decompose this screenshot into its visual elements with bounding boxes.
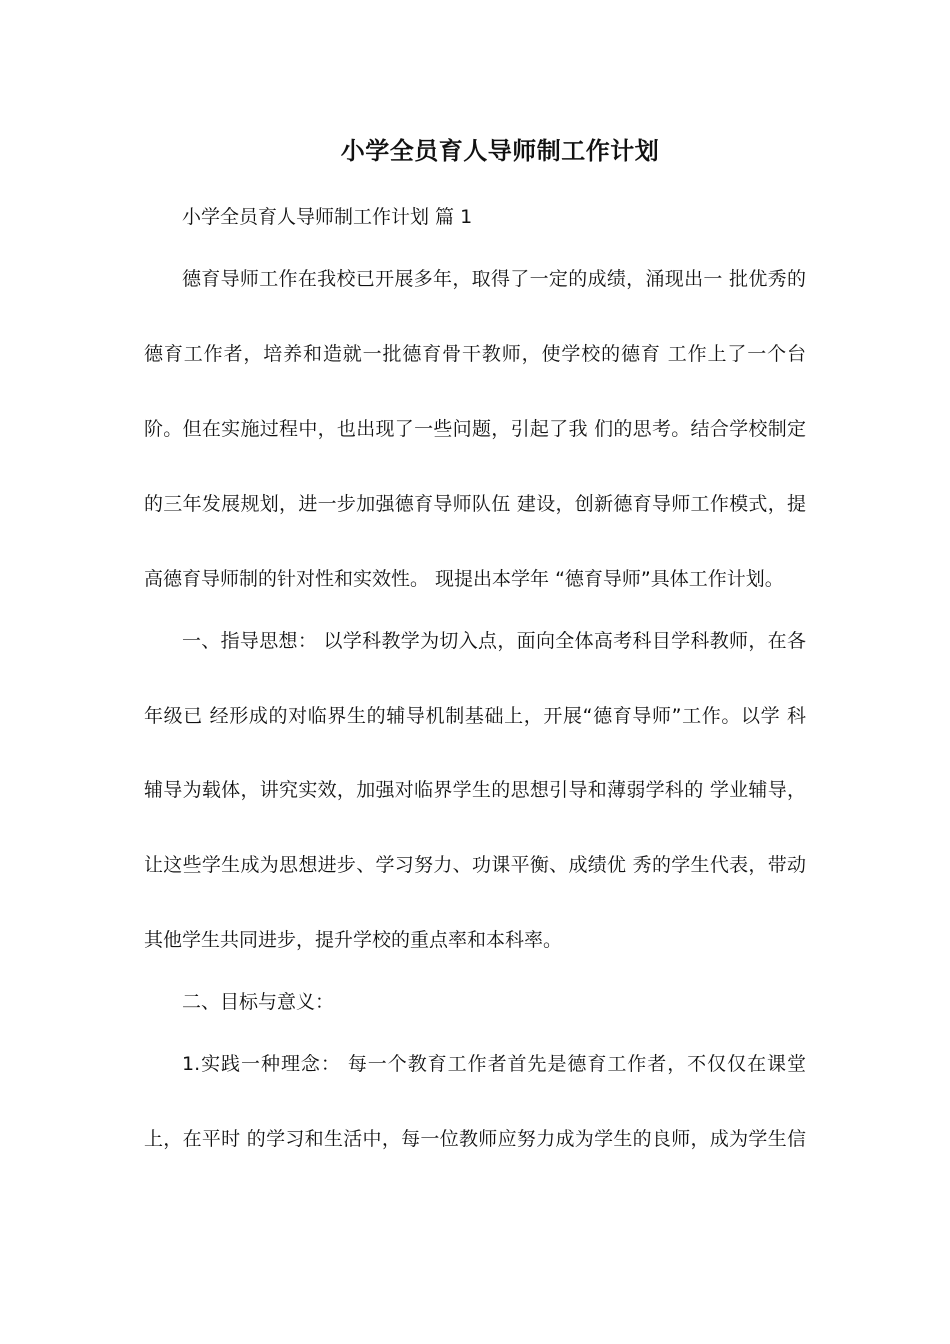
paragraph-line: 1.实践一种理念： 每一个教育工作者首先是德育工作者，不仅仅在课堂 bbox=[182, 1053, 806, 1075]
document-title: 小学全员育人导师制工作计划 bbox=[340, 137, 660, 165]
section-heading-line: 二、目标与意义： bbox=[182, 991, 335, 1013]
subtitle-line: 小学全员育人导师制工作计划 篇 1 bbox=[182, 206, 473, 228]
paragraph-line: 德育导师工作在我校已开展多年，取得了一定的成绩，涌现出一 批优秀的 bbox=[182, 268, 806, 290]
paragraph-line: 的三年发展规划，进一步加强德育导师队伍 建设，创新德育导师工作模式，提 bbox=[144, 493, 806, 515]
paragraph-line: 阶。但在实施过程中，也出现了一些问题，引起了我 们的思考。结合学校制定 bbox=[144, 418, 806, 440]
paragraph-line: 德育工作者，培养和造就一批德育骨干教师，使学校的德育 工作上了一个台 bbox=[144, 343, 806, 365]
paragraph-line: 让这些学生成为思想进步、学习努力、功课平衡、成绩优 秀的学生代表，带动 bbox=[144, 854, 806, 876]
paragraph-line: 其他学生共同进步，提升学校的重点率和本科率。 bbox=[144, 929, 563, 951]
paragraph-line: 辅导为载体，讲究实效，加强对临界学生的思想引导和薄弱学科的 学业辅导， bbox=[144, 779, 806, 801]
paragraph-line: 上，在平时 的学习和生活中，每一位教师应努力成为学生的良师，成为学生信 bbox=[144, 1128, 806, 1150]
paragraph-line: 年级已 经形成的对临界生的辅导机制基础上，开展“德育导师”工作。以学 科 bbox=[144, 705, 806, 727]
paragraph-line: 高德育导师制的针对性和实效性。 现提出本学年 “德育导师”具体工作计划。 bbox=[144, 568, 784, 590]
section-heading-line: 一、指导思想： 以学科教学为切入点，面向全体高考科目学科教师，在各 bbox=[182, 630, 806, 652]
